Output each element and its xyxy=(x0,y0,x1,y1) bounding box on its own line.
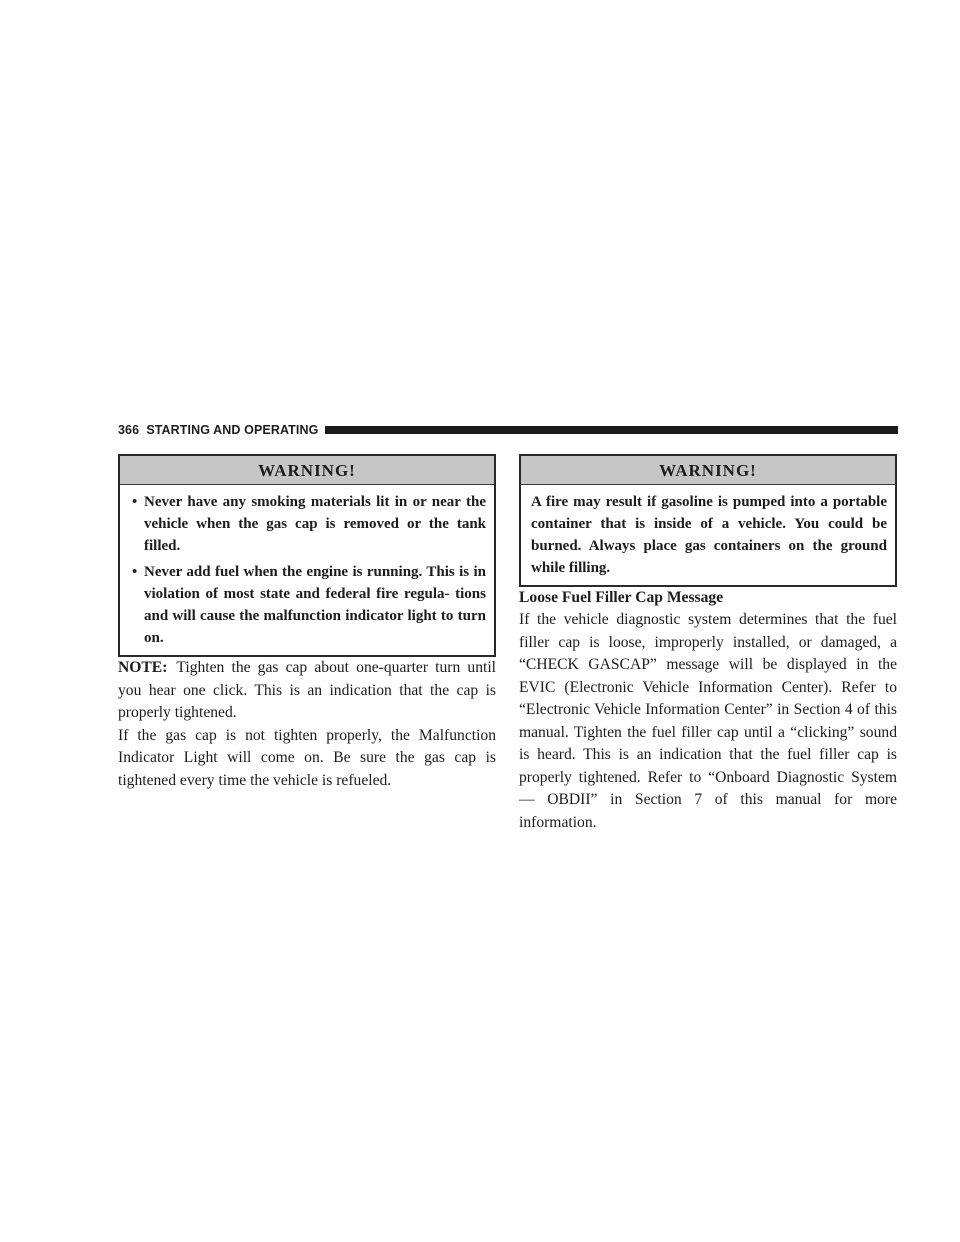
section-title: STARTING AND OPERATING xyxy=(146,423,319,437)
warning-box-container xyxy=(519,454,897,587)
note-paragraph xyxy=(118,657,496,725)
note-text: Tighten the gas cap about one-quarter turn until you hear one click. This is an indication that the cap is properly tightened. xyxy=(118,659,496,721)
warning-title: WARNING! xyxy=(521,456,895,485)
warning-item: • Never add fuel when the engine is running. This is in violation of most state and federal fire regula- tions and will cause the malfunction indicator light to turn on. xyxy=(130,561,486,649)
body-paragraph: If the gas cap is not tighten properly, the Malfunction Indicator Light will come on. Be sure the gas cap is tightened every time the vehicle is refueled. xyxy=(118,726,496,789)
body-paragraph: If the vehicle diagnostic system determines that the fuel filler cap is loose, improperly installed, or damaged, a “CHECK GASCAP” message will be displayed in the EVIC (Electronic Vehicle Information Center). Refer to “Electronic Vehicle Information Center” in Section 4 of this manual. Tighten the fuel filler cap until a “clicking” sound is heard. This is an indication that the fuel filler cap is properly tightened. Refer to “Onboard Diagnostic System — OBDII” in Section 7 of this manual for more information. xyxy=(519,611,897,831)
warning-body xyxy=(120,485,494,655)
header-label xyxy=(118,423,318,437)
warning-title: WARNING! xyxy=(120,456,494,485)
left-column xyxy=(118,454,496,792)
page-number: 366 xyxy=(118,423,140,437)
warning-text: A fire may result if gasoline is pumped into a portable container that is inside of a vehicle. You could be burned. Always place gas containers on the ground while filling. xyxy=(531,494,887,576)
warning-box-smoking xyxy=(118,454,496,657)
warning-item: • Never have any smoking materials lit in or near the vehicle when the gas cap is removed or the tank filled. xyxy=(130,491,486,557)
note-label: NOTE: xyxy=(118,659,168,676)
header-rule xyxy=(325,426,898,434)
right-column xyxy=(519,454,897,834)
section-heading: Loose Fuel Filler Cap Message xyxy=(519,589,724,606)
warning-list xyxy=(130,491,486,649)
page-header xyxy=(118,423,898,437)
